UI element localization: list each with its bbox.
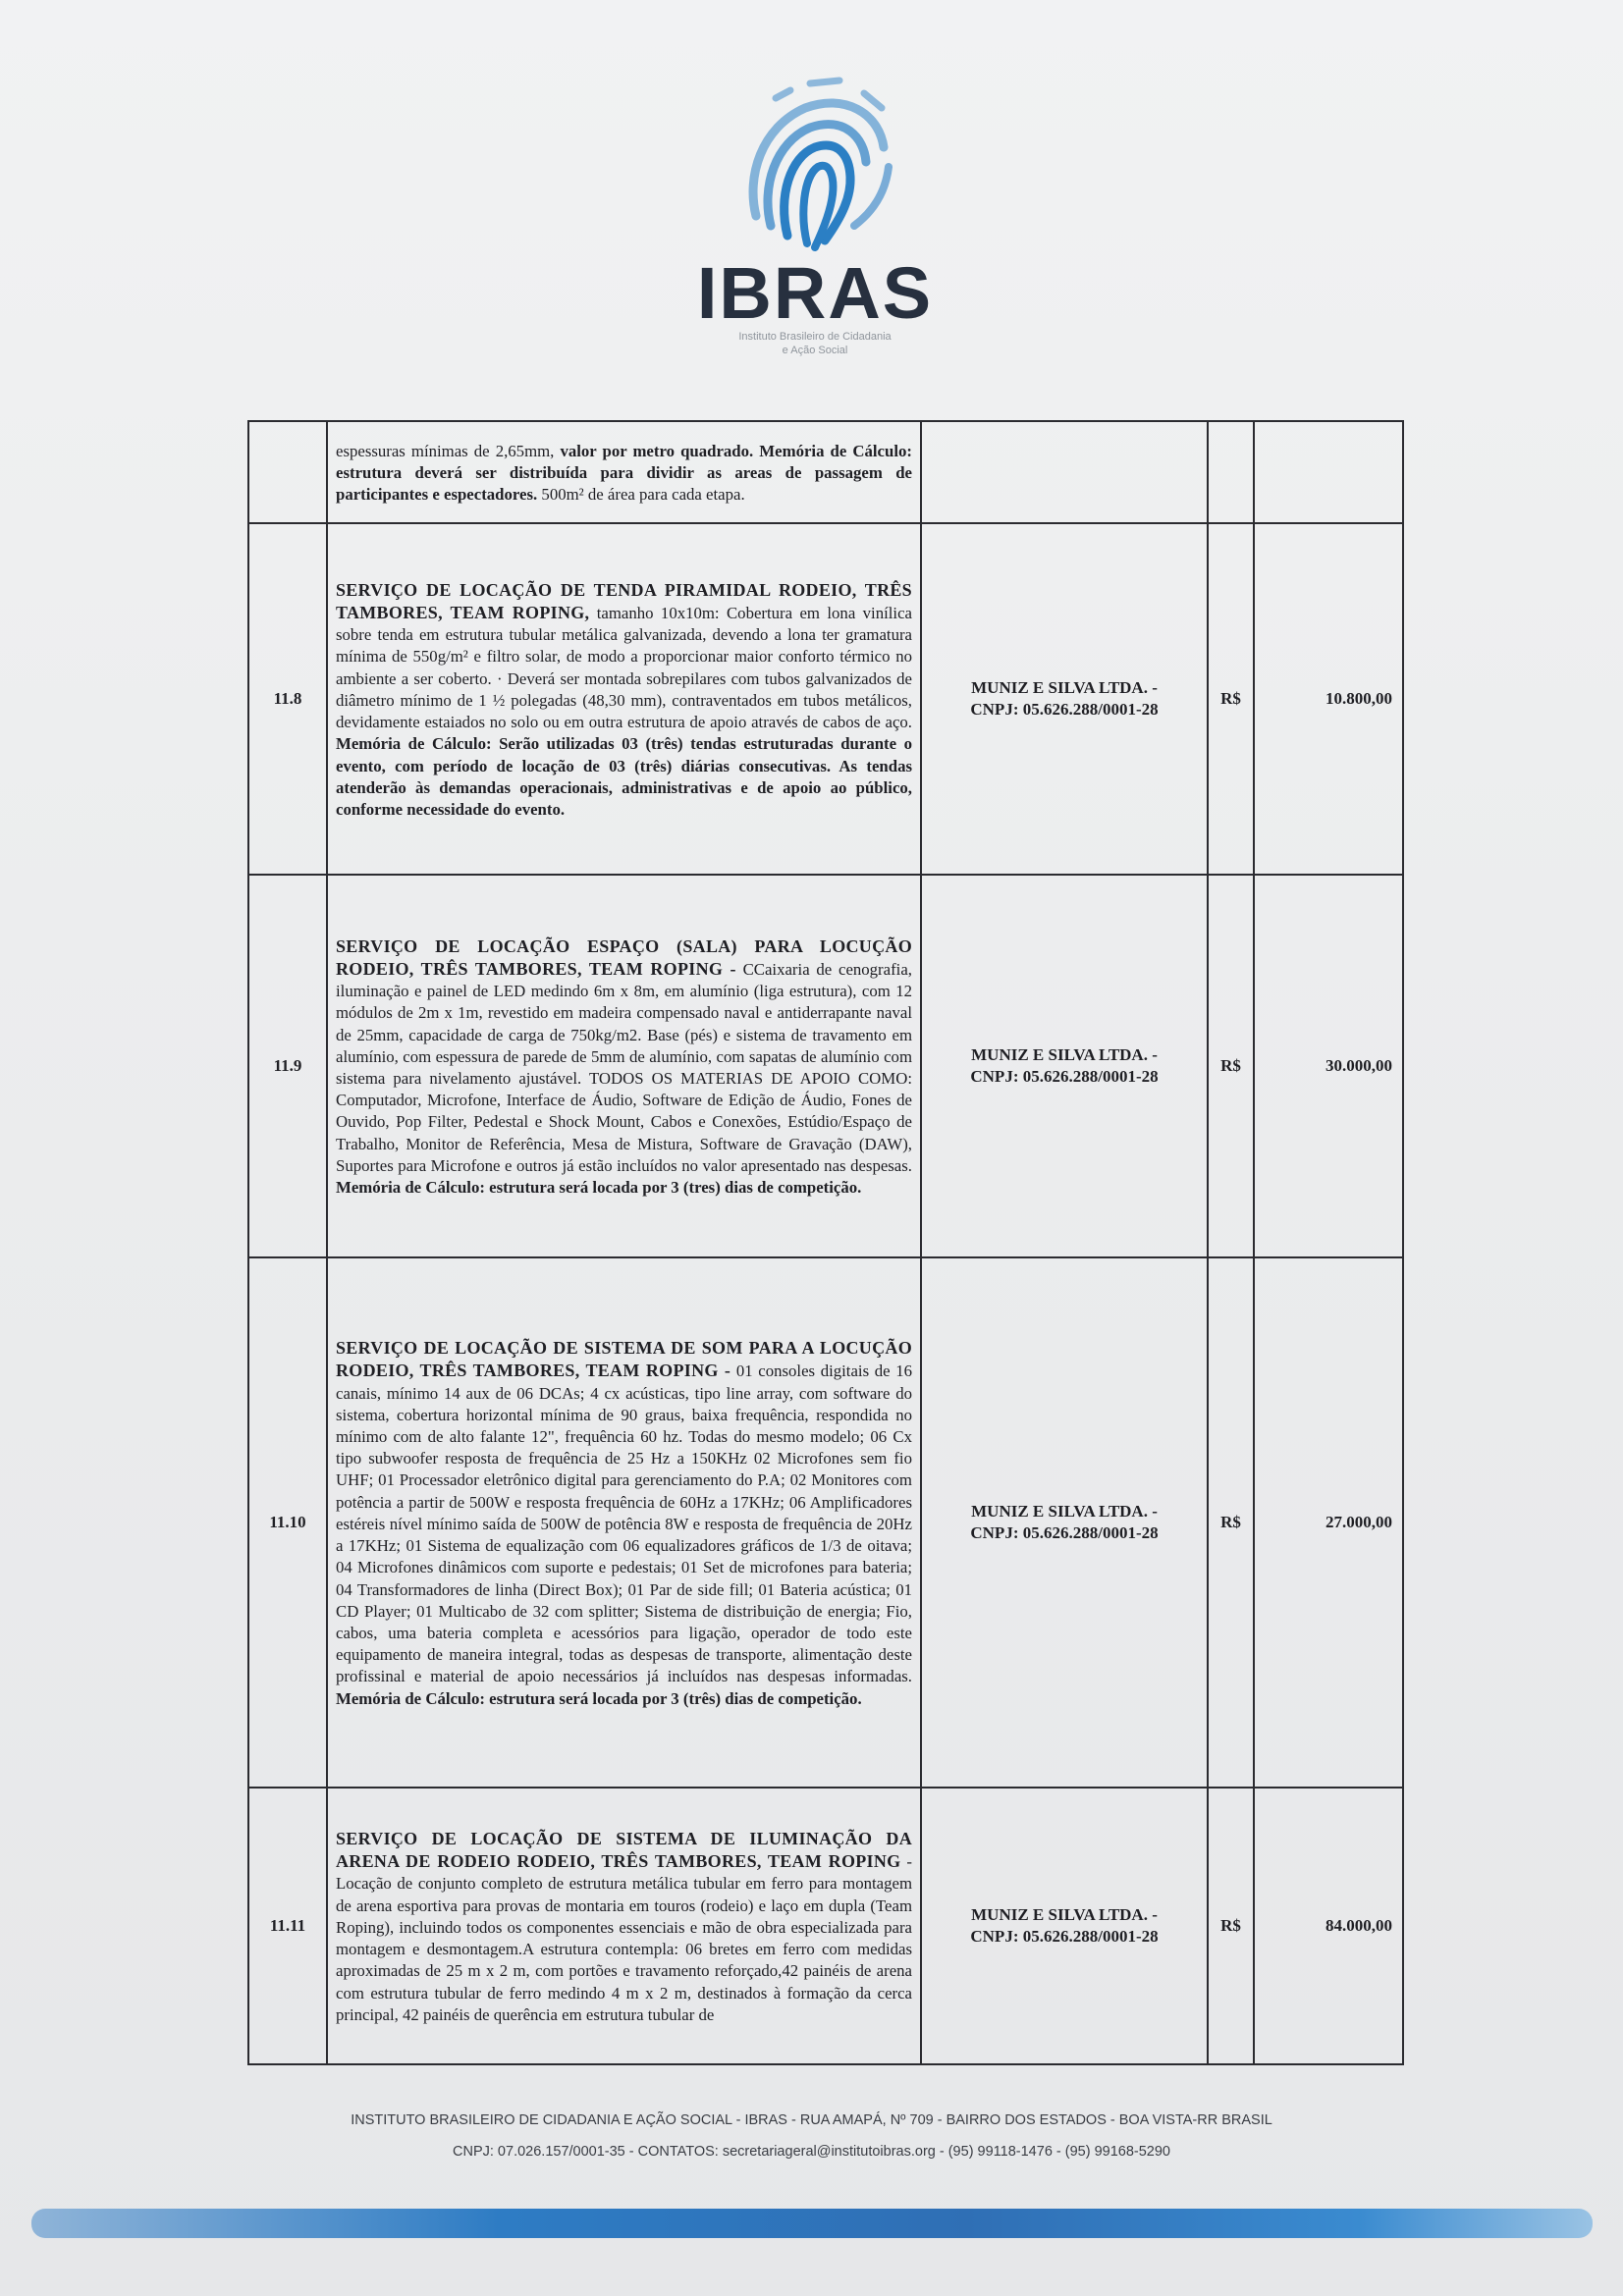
table-row bbox=[248, 523, 1403, 875]
item-number: 11.8 bbox=[248, 523, 327, 875]
item-vendor bbox=[921, 1257, 1208, 1788]
description-text: 500m² de área para cada etapa. bbox=[537, 485, 745, 505]
calculation-memo: Memória de Cálculo: Serão utilizadas 03 (três) tendas estruturadas durante o evento, com período de locação de 03 (três) diárias consecutivas. As tendas atenderão às demandas operacionais, administrativas e de apoio ao público, conforme necessidade do evento. bbox=[336, 734, 912, 819]
item-value: 84.000,00 bbox=[1254, 1788, 1403, 2064]
item-currency: R$ bbox=[1208, 1788, 1254, 2064]
item-currency: R$ bbox=[1208, 875, 1254, 1257]
item-description bbox=[327, 421, 921, 523]
vendor-name: MUNIZ E SILVA LTDA. - bbox=[971, 1502, 1158, 1521]
item-value bbox=[1254, 421, 1403, 523]
item-description bbox=[327, 1257, 921, 1788]
description-text: espessuras mínimas de 2,65mm, bbox=[336, 441, 561, 460]
item-description bbox=[327, 875, 921, 1257]
calculation-memo: Memória de Cálculo: estrutura será locada por 3 (tres) dias de competição. bbox=[336, 1178, 862, 1198]
description-text: CCaixaria de cenografia, iluminação e painel de LED medindo 6m x 8m, em alumínio (liga estrutura), com 12 módulos de 2m x 1m, revestido em madeira compensado naval e antiderrapante naval de 25mm, capacidade de carga de 750kg/m2. Base (pés) e sistema de travamento em alumínio, com espessura de parede de 5mm de alumínio, com sapatas de alumínio com sistema para nivelamento ajustável. TODOS OS MATERIAS DE APOIO COMO: Computador, Microfone, Interface de Áudio, Software de Edição de Áudio, Fones de Ouvido, Pop Filter, Pedestal e Shock Mount, Cabos e Conexões, Estúdio/Espaço de Trabalho, Monitor de Referência, Mesa de Mistura, Software de Gravação (DAW), Suportes para Microfone e outros já estão incluídos no valor apresentado nas despesas. bbox=[336, 959, 912, 1175]
footer-color-bar bbox=[31, 2209, 1593, 2238]
table-row bbox=[248, 1788, 1403, 2064]
item-number: 11.9 bbox=[248, 875, 327, 1257]
footer-contacts: CNPJ: 07.026.157/0001-35 - CONTATOS: secretariageral@institutoibras.org - (95) 99118-1476 - (95) 99168-5290 bbox=[453, 2144, 1170, 2160]
footer-address: INSTITUTO BRASILEIRO DE CIDADANIA E AÇÃO SOCIAL - IBRAS - RUA AMAPÁ, Nº 709 - BAIRRO DOS ESTADOS - BOA VISTA-RR BRASIL bbox=[351, 2112, 1272, 2128]
item-value: 10.800,00 bbox=[1254, 523, 1403, 875]
item-title: SERVIÇO DE LOCAÇÃO DE SISTEMA DE ILUMINAÇÃO DA ARENA DE RODEIO RODEIO, TRÊS TAMBORES, TEAM ROPING bbox=[336, 1829, 912, 1872]
page-footer bbox=[0, 2105, 1623, 2167]
vendor-name: MUNIZ E SILVA LTDA. - bbox=[971, 1905, 1158, 1924]
item-description bbox=[327, 523, 921, 875]
item-vendor bbox=[921, 421, 1208, 523]
item-number bbox=[248, 421, 327, 523]
item-title: SERVIÇO DE LOCAÇÃO DE TENDA PIRAMIDAL RODEIO, TRÊS TAMBORES, TEAM ROPING, bbox=[336, 579, 912, 623]
vendor-cnpj: CNPJ: 05.626.288/0001-28 bbox=[970, 1067, 1159, 1086]
vendor-name: MUNIZ E SILVA LTDA. - bbox=[971, 1045, 1158, 1064]
item-vendor bbox=[921, 875, 1208, 1257]
items-table bbox=[247, 420, 1404, 2065]
item-title: SERVIÇO DE LOCAÇÃO ESPAÇO (SALA) PARA LOCUÇÃO RODEIO, TRÊS TAMBORES, TEAM ROPING - bbox=[336, 935, 912, 979]
vendor-cnpj: CNPJ: 05.626.288/0001-28 bbox=[970, 700, 1159, 719]
vendor-cnpj: CNPJ: 05.626.288/0001-28 bbox=[970, 1523, 1159, 1542]
ibras-logo bbox=[628, 69, 1001, 393]
fingerprint-map-icon bbox=[717, 69, 913, 255]
item-vendor bbox=[921, 523, 1208, 875]
item-value: 30.000,00 bbox=[1254, 875, 1403, 1257]
description-text: - Locação de conjunto completo de estrutura metálica tubular em ferro para montagem de arena esportiva para provas de montaria em touros (rodeio) e laço em dupla (Team Roping), incluindo todos os componentes essenciais e mão de obra especializada para montagem e desmontagem.A estrutura contempla: 06 bretes em ferro com medidas aproximadas de 25 m x 2 m, com portões e travamento reforçado,42 painéis de arena com estrutura tubular de ferro medindo 4 m x 2 m, destinados à formação da cerca principal, 42 painéis de querência em estrutura tubular de bbox=[336, 1852, 912, 2024]
vendor-name: MUNIZ E SILVA LTDA. - bbox=[971, 678, 1158, 697]
item-number: 11.11 bbox=[248, 1788, 327, 2064]
item-currency: R$ bbox=[1208, 1257, 1254, 1788]
description-text: 01 consoles digitais de 16 canais, mínimo 14 aux de 06 DCAs; 4 cx acústicas, tipo line array, com software do sistema, cobertura horizontal mínima de 90 graus, baixa frequência, respondida no mínimo com de alto falante 12", frequência 60 hz. Todas do mesmo modelo; 06 Cx tipo subwoofer resposta de frequência de 25 Hz a 150KHz 02 Microfones sem fio UHF; 01 Processador eletrônico digital para gerenciamento do P.A; 02 Monitores com potência a partir de 500W e resposta frequência de 60Hz a 17KHz; 06 Amplificadores estéreis nível mínimo saída de 500W de potência 8W e resposta de frequência de 20Hz a 17KHz; 01 Sistema de equalização com 06 equalizadores gráficos de 1/3 de oitava; 04 Microfones dinâmicos com suporte e pedestais; 01 Set de microfones para bateria; 04 Transformadores de linha (Direct Box); 01 Par de side fill; 01 Bateria acústica; 01 CD Player; 01 Multicabo de 32 com splitter; Sistema de distribuição de energia; Fio, cabos, uma bateria completa e acessórios para ligação, operador de todo este equipamento de maneira integral, todas as despesas de transporte, alimentação deste profissinal e material de apoio necessários já incluídos nas despesas informadas. bbox=[336, 1362, 912, 1686]
description-text: tamanho 10x10m: Cobertura em lona vinílica sobre tenda em estrutura tubular metálica galvanizada, devendo a lona ter gramatura mínima de 550g/m² e filtro solar, de modo a proporcionar maior conforto térmico no ambiente a ser coberto. · Deverá ser montada sobrepilares com tubos galvanizados de diâmetro mínimo de 1 ½ polegadas (48,30 mm), contraventados em tubos metálicos, devidamente estaiados no solo ou em outra estrutura de apoio através de cabos de aço. bbox=[336, 604, 912, 732]
table-row bbox=[248, 875, 1403, 1257]
logo-subtitle-line2: e Ação Social bbox=[782, 345, 848, 356]
table-row bbox=[248, 421, 1403, 523]
logo-subtitle-line1: Instituto Brasileiro de Cidadania bbox=[738, 331, 892, 343]
calculation-memo: Memória de Cálculo: estrutura será locada por 3 (três) dias de competição. bbox=[336, 1688, 862, 1708]
table-row bbox=[248, 1257, 1403, 1788]
item-vendor bbox=[921, 1788, 1208, 2064]
item-currency bbox=[1208, 421, 1254, 523]
item-title: SERVIÇO DE LOCAÇÃO DE SISTEMA DE SOM PARA A LOCUÇÃO RODEIO, TRÊS TAMBORES, TEAM ROPING - bbox=[336, 1338, 912, 1381]
item-currency: R$ bbox=[1208, 523, 1254, 875]
logo-wordmark: IBRAS bbox=[696, 252, 934, 334]
vendor-cnpj: CNPJ: 05.626.288/0001-28 bbox=[970, 1927, 1159, 1946]
description-bold: valor por metro quadrado. Memória de Cálculo: estrutura deverá ser distribuída para dividir as areas de passagem de participantes e espectadores. bbox=[336, 441, 912, 505]
item-value: 27.000,00 bbox=[1254, 1257, 1403, 1788]
item-number: 11.10 bbox=[248, 1257, 327, 1788]
item-description bbox=[327, 1788, 921, 2064]
